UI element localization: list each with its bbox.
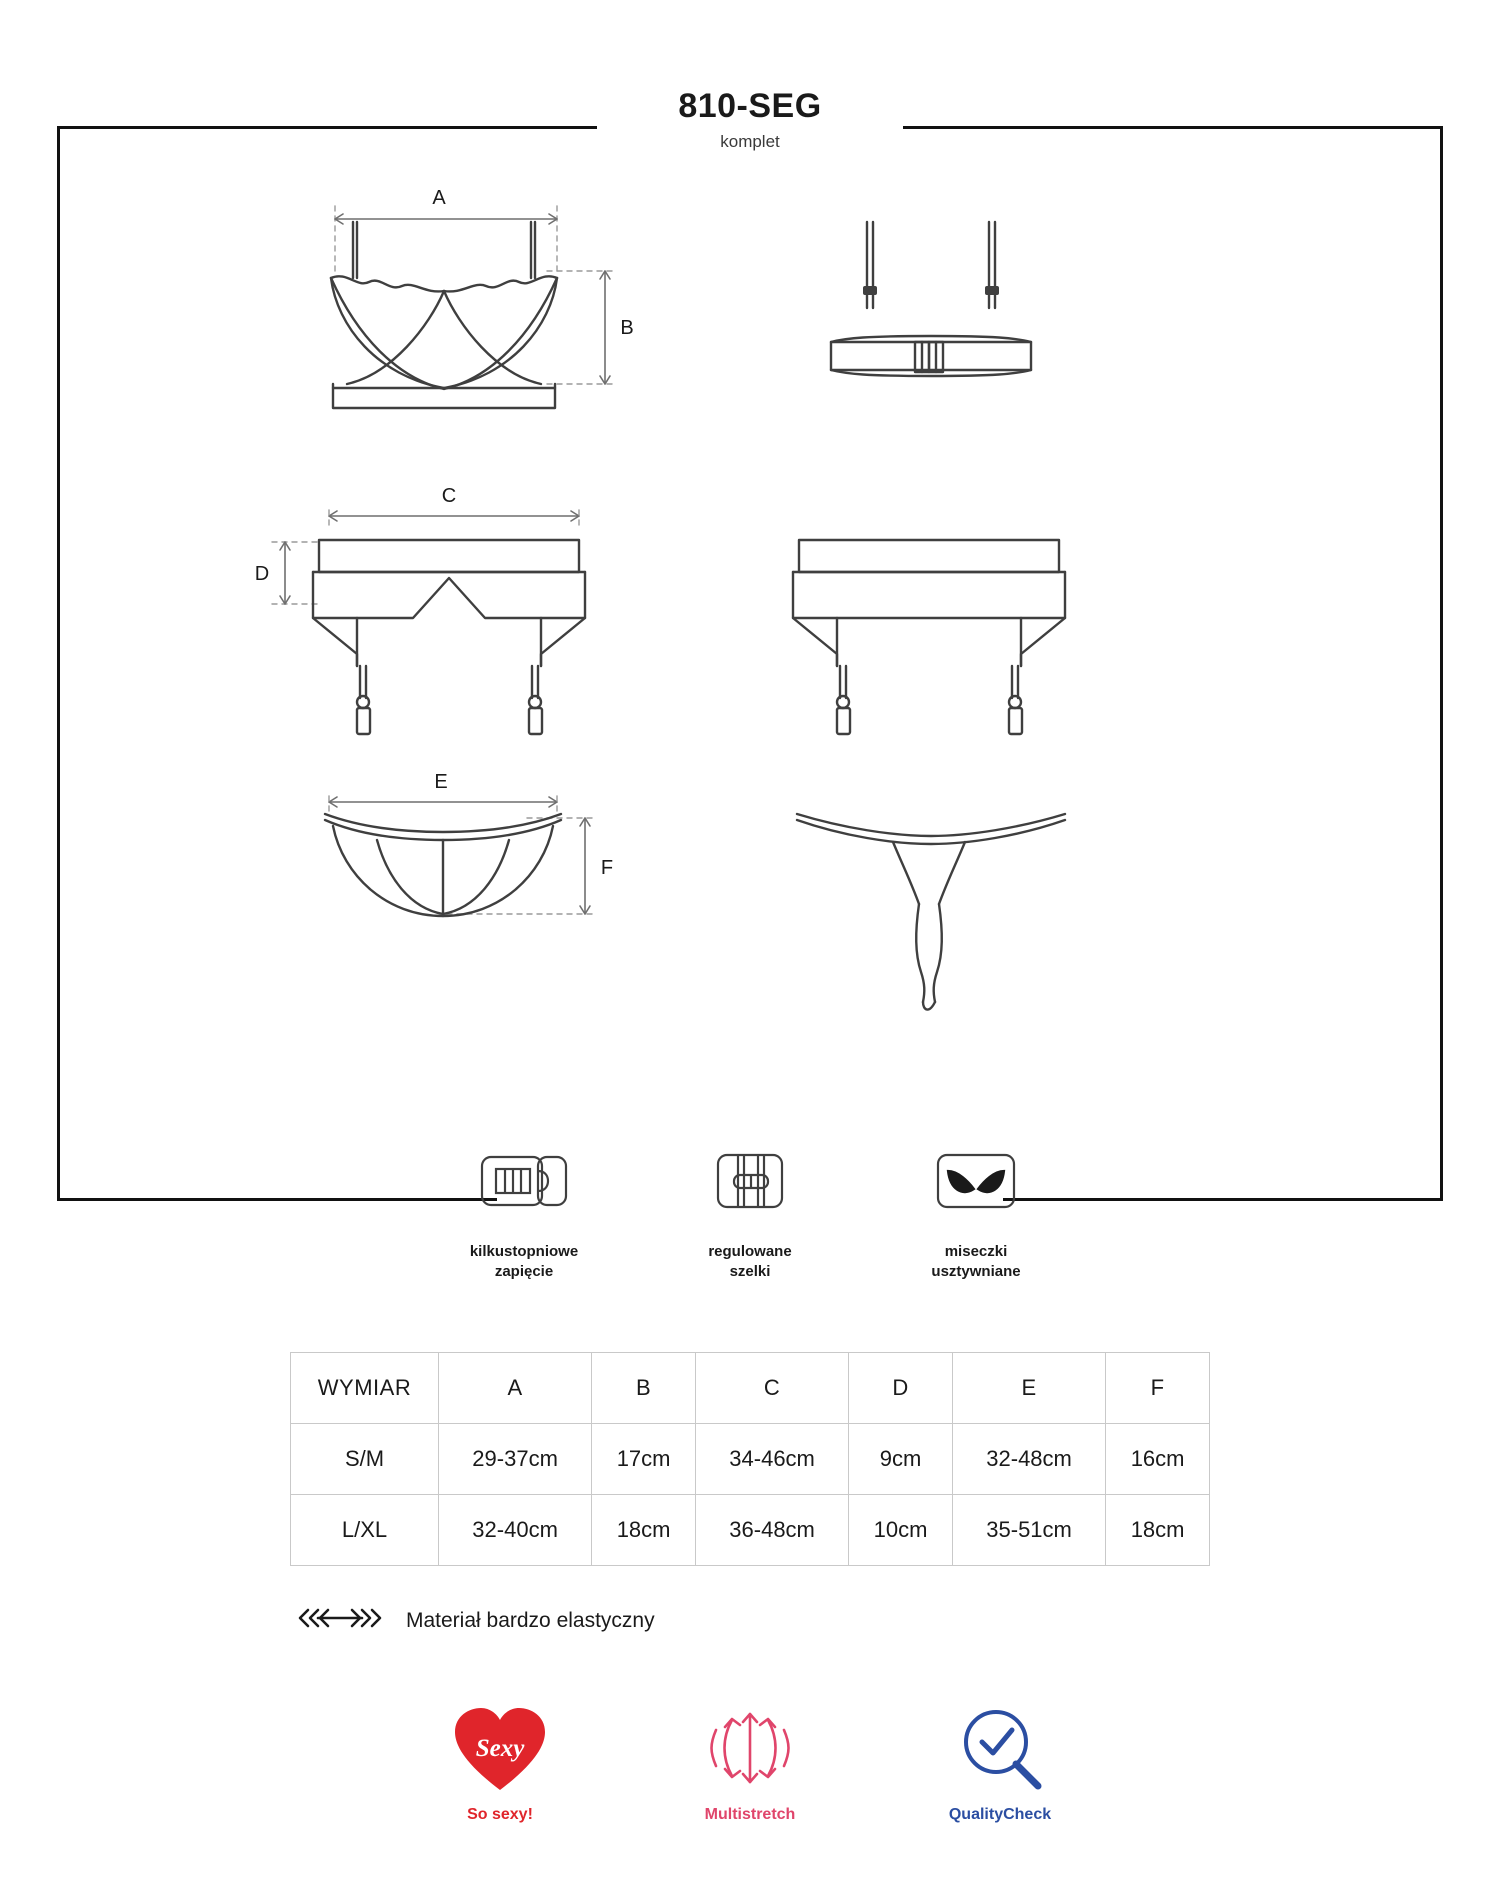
table-cell: 17cm bbox=[592, 1424, 696, 1495]
dim-label-F: F bbox=[600, 857, 614, 879]
table-header-cell: E bbox=[952, 1353, 1105, 1424]
feature-label-line1: regulowane bbox=[708, 1243, 792, 1260]
page-subtitle: komplet bbox=[720, 132, 780, 152]
sexy-badge-text: Sexy bbox=[475, 1735, 525, 1762]
table-cell: 36-48cm bbox=[695, 1495, 848, 1566]
table-header-cell: B bbox=[592, 1353, 696, 1424]
feature-adjustable-straps-label bbox=[665, 1242, 835, 1283]
hook-clasp-icon bbox=[439, 1140, 609, 1230]
table-header-cell: WYMIAR bbox=[291, 1353, 439, 1424]
badge-qualitycheck bbox=[905, 1700, 1095, 1824]
feature-hook-clasp-label bbox=[439, 1242, 609, 1283]
feature-label-line2: zapięcie bbox=[494, 1263, 554, 1281]
table-cell: L/XL bbox=[291, 1495, 439, 1566]
page-title: 810-SEG bbox=[678, 87, 822, 125]
feature-icons-row bbox=[0, 1140, 1500, 1283]
stretch-note bbox=[292, 1605, 655, 1636]
stretch-arrows-icon bbox=[292, 1605, 388, 1636]
bra-front-drawing bbox=[331, 206, 617, 408]
table-cell: S/M bbox=[291, 1424, 439, 1495]
badges-row bbox=[0, 1700, 1500, 1824]
garter-belt-back-drawing bbox=[793, 540, 1065, 734]
dim-label-A: A bbox=[432, 187, 446, 209]
table-cell: 35-51cm bbox=[952, 1495, 1105, 1566]
badge-so-sexy-label: So sexy! bbox=[467, 1806, 533, 1823]
table-cell: 9cm bbox=[849, 1424, 953, 1495]
dim-label-C: C bbox=[441, 485, 457, 507]
size-table bbox=[290, 1352, 1210, 1566]
feature-label-line1: kilkustopniowe bbox=[469, 1243, 579, 1260]
adjustable-straps-icon bbox=[665, 1140, 835, 1230]
dim-label-B: B bbox=[620, 317, 634, 339]
feature-hook-clasp bbox=[439, 1140, 609, 1283]
table-row bbox=[291, 1424, 1210, 1495]
size-table-wrapper bbox=[290, 1352, 1210, 1566]
stretch-note-text: Materiał bardzo elastyczny bbox=[406, 1608, 655, 1632]
table-header-cell: D bbox=[849, 1353, 953, 1424]
table-cell: 18cm bbox=[1106, 1495, 1210, 1566]
table-header-cell: A bbox=[439, 1353, 592, 1424]
technical-drawings bbox=[57, 126, 1443, 1201]
thong-front-drawing bbox=[325, 796, 597, 916]
table-cell: 29-37cm bbox=[439, 1424, 592, 1495]
magnifier-check-icon bbox=[905, 1700, 1095, 1796]
feature-label-line2: usztywniane bbox=[931, 1263, 1021, 1281]
padded-cups-icon bbox=[891, 1140, 1061, 1230]
table-cell: 32-48cm bbox=[952, 1424, 1105, 1495]
feature-adjustable-straps bbox=[665, 1140, 835, 1283]
table-cell: 16cm bbox=[1106, 1424, 1210, 1495]
table-cell: 32-40cm bbox=[439, 1495, 592, 1566]
feature-label-line1: miseczki bbox=[944, 1243, 1008, 1260]
feature-padded-cups bbox=[891, 1140, 1061, 1283]
badge-qualitycheck-label: QualityCheck bbox=[948, 1806, 1052, 1823]
badge-multistretch bbox=[655, 1700, 845, 1824]
thong-back-drawing bbox=[797, 814, 1065, 1010]
sexy-heart-badge-icon bbox=[405, 1700, 595, 1796]
feature-padded-cups-label bbox=[891, 1242, 1061, 1283]
dim-label-E: E bbox=[434, 771, 448, 793]
badge-multistretch-label: Multistretch bbox=[704, 1806, 796, 1823]
badge-so-sexy bbox=[405, 1700, 595, 1824]
multistretch-icon bbox=[655, 1700, 845, 1796]
bra-back-drawing bbox=[831, 222, 1031, 376]
table-cell: 10cm bbox=[849, 1495, 953, 1566]
dim-label-D: D bbox=[254, 563, 270, 585]
table-cell: 34-46cm bbox=[695, 1424, 848, 1495]
table-header-cell: F bbox=[1106, 1353, 1210, 1424]
table-header-cell: C bbox=[695, 1353, 848, 1424]
table-header-row bbox=[291, 1353, 1210, 1424]
table-row bbox=[291, 1495, 1210, 1566]
garter-belt-front-drawing bbox=[272, 510, 585, 734]
table-cell: 18cm bbox=[592, 1495, 696, 1566]
feature-label-line2: szelki bbox=[729, 1263, 771, 1281]
